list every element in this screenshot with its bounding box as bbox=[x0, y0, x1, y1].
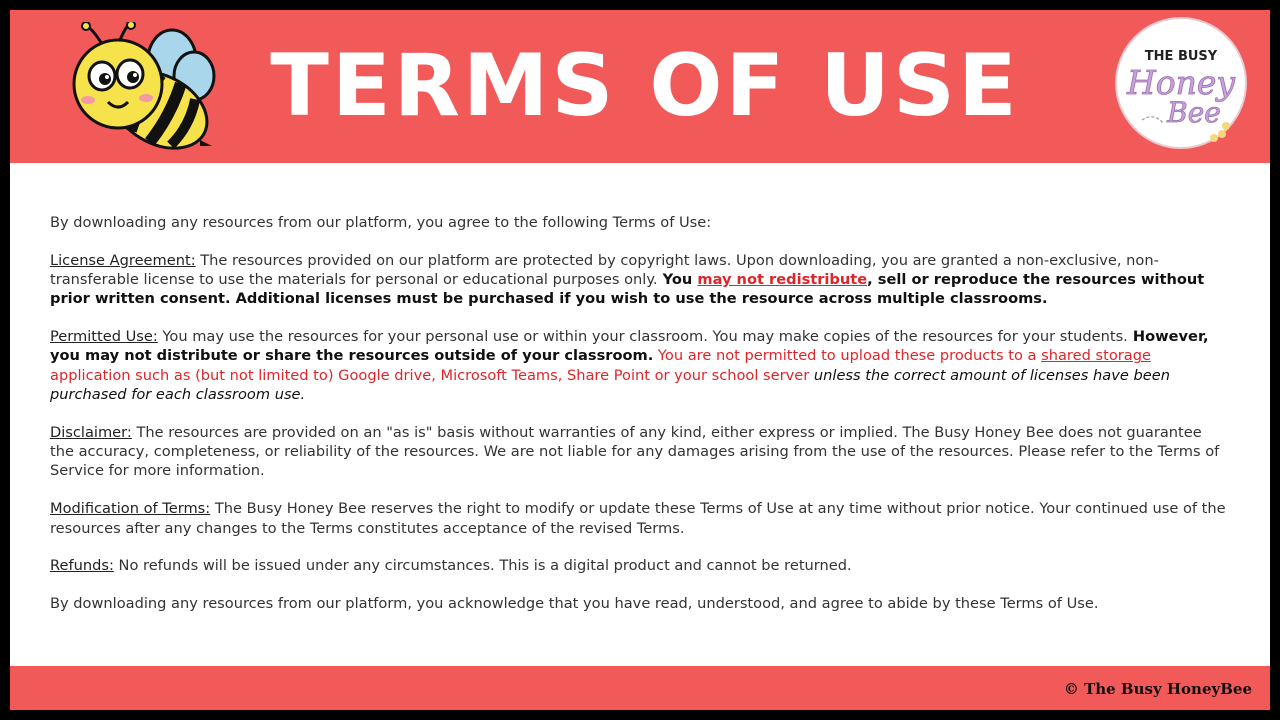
permitted-use-warning: You are not permitted to upload these products to a bbox=[653, 347, 1042, 365]
permitted-use-warning-2: application such as (but not limited to) Google drive, Microsoft Teams, Share Point or your school server bbox=[50, 366, 810, 384]
license-bold-text: , sell or reproduce the resources without prior written consent. Additional licenses must be purchased if you wish to use the resource across multiple classrooms. bbox=[50, 271, 1205, 308]
footer-banner bbox=[10, 666, 1270, 710]
modification-section bbox=[50, 499, 1230, 538]
permitted-use-text: You may use the resources for your personal use or within your classroom. You may make copies of the resources for your students. bbox=[157, 328, 1128, 346]
permitted-use-italic: unless the correct amount of licenses have been purchased for each classroom use bbox=[50, 366, 1170, 404]
modification-text: The Busy Honey Bee reserves the right to modify or update these Terms of Use at any time without prior notice. Your continued use of the resources after any changes to the Terms constitutes acceptance of the revised Terms. bbox=[50, 500, 1226, 537]
disclaimer-text: The resources are provided on an "as is" basis without warranties of any kind, either express or implied. The Busy Honey Bee does not guarantee the accuracy, completeness, or reliability of the resources. We are not liable for any damages arising from the use of the resources. Please refer to the Terms of Service for more information. bbox=[50, 423, 1220, 480]
logo-text-the-busy: THE BUSY bbox=[1144, 49, 1218, 64]
disclaimer-heading: Disclaimer: bbox=[50, 423, 132, 441]
refunds-section bbox=[50, 556, 1230, 575]
slide bbox=[10, 10, 1270, 710]
permitted-use-heading: Permitted Use: bbox=[50, 328, 158, 346]
logo-text-honey: Honey bbox=[1126, 63, 1236, 102]
header-banner bbox=[10, 10, 1270, 163]
closing-paragraph: By downloading any resources from our platform, you acknowledge that you have read, understood, and agree to abide by these Terms of Use. bbox=[50, 595, 1099, 613]
license-heading: License Agreement: bbox=[50, 251, 196, 269]
page-title: TERMS OF USE bbox=[270, 36, 1020, 136]
shared-storage-link[interactable]: shared storage bbox=[1041, 347, 1151, 365]
permitted-use-end: . bbox=[300, 386, 306, 404]
logo-text-bee: Bee bbox=[1167, 96, 1221, 129]
license-section bbox=[50, 251, 1230, 309]
intro-paragraph: By downloading any resources from our platform, you agree to the following Terms of Use: bbox=[50, 214, 712, 231]
modification-heading: Modification of Terms: bbox=[50, 500, 211, 518]
may-not-redistribute-link[interactable]: may not redistribute bbox=[697, 271, 868, 289]
busy-honey-bee-logo bbox=[1114, 16, 1248, 150]
license-text: The resources provided on our platform are protected by copyright laws. Upon downloading, you are granted a non-exclusive, non-transferable license to use the materials for personal or educational purposes only. bbox=[50, 251, 1159, 289]
permitted-use-section bbox=[50, 327, 1230, 404]
bee-mascot-icon bbox=[60, 22, 220, 154]
permitted-use-bold: However, you may not distribute or share the resources outside of your classroom. bbox=[50, 328, 1209, 365]
disclaimer-section bbox=[50, 423, 1230, 481]
refunds-text: No refunds will be issued under any circumstances. This is a digital product and cannot be returned. bbox=[113, 557, 852, 575]
copyright-text: © The Busy HoneyBee bbox=[1063, 680, 1252, 698]
terms-content bbox=[50, 213, 1230, 632]
refunds-heading: Refunds: bbox=[50, 557, 114, 575]
license-bold-you: You bbox=[657, 271, 698, 289]
